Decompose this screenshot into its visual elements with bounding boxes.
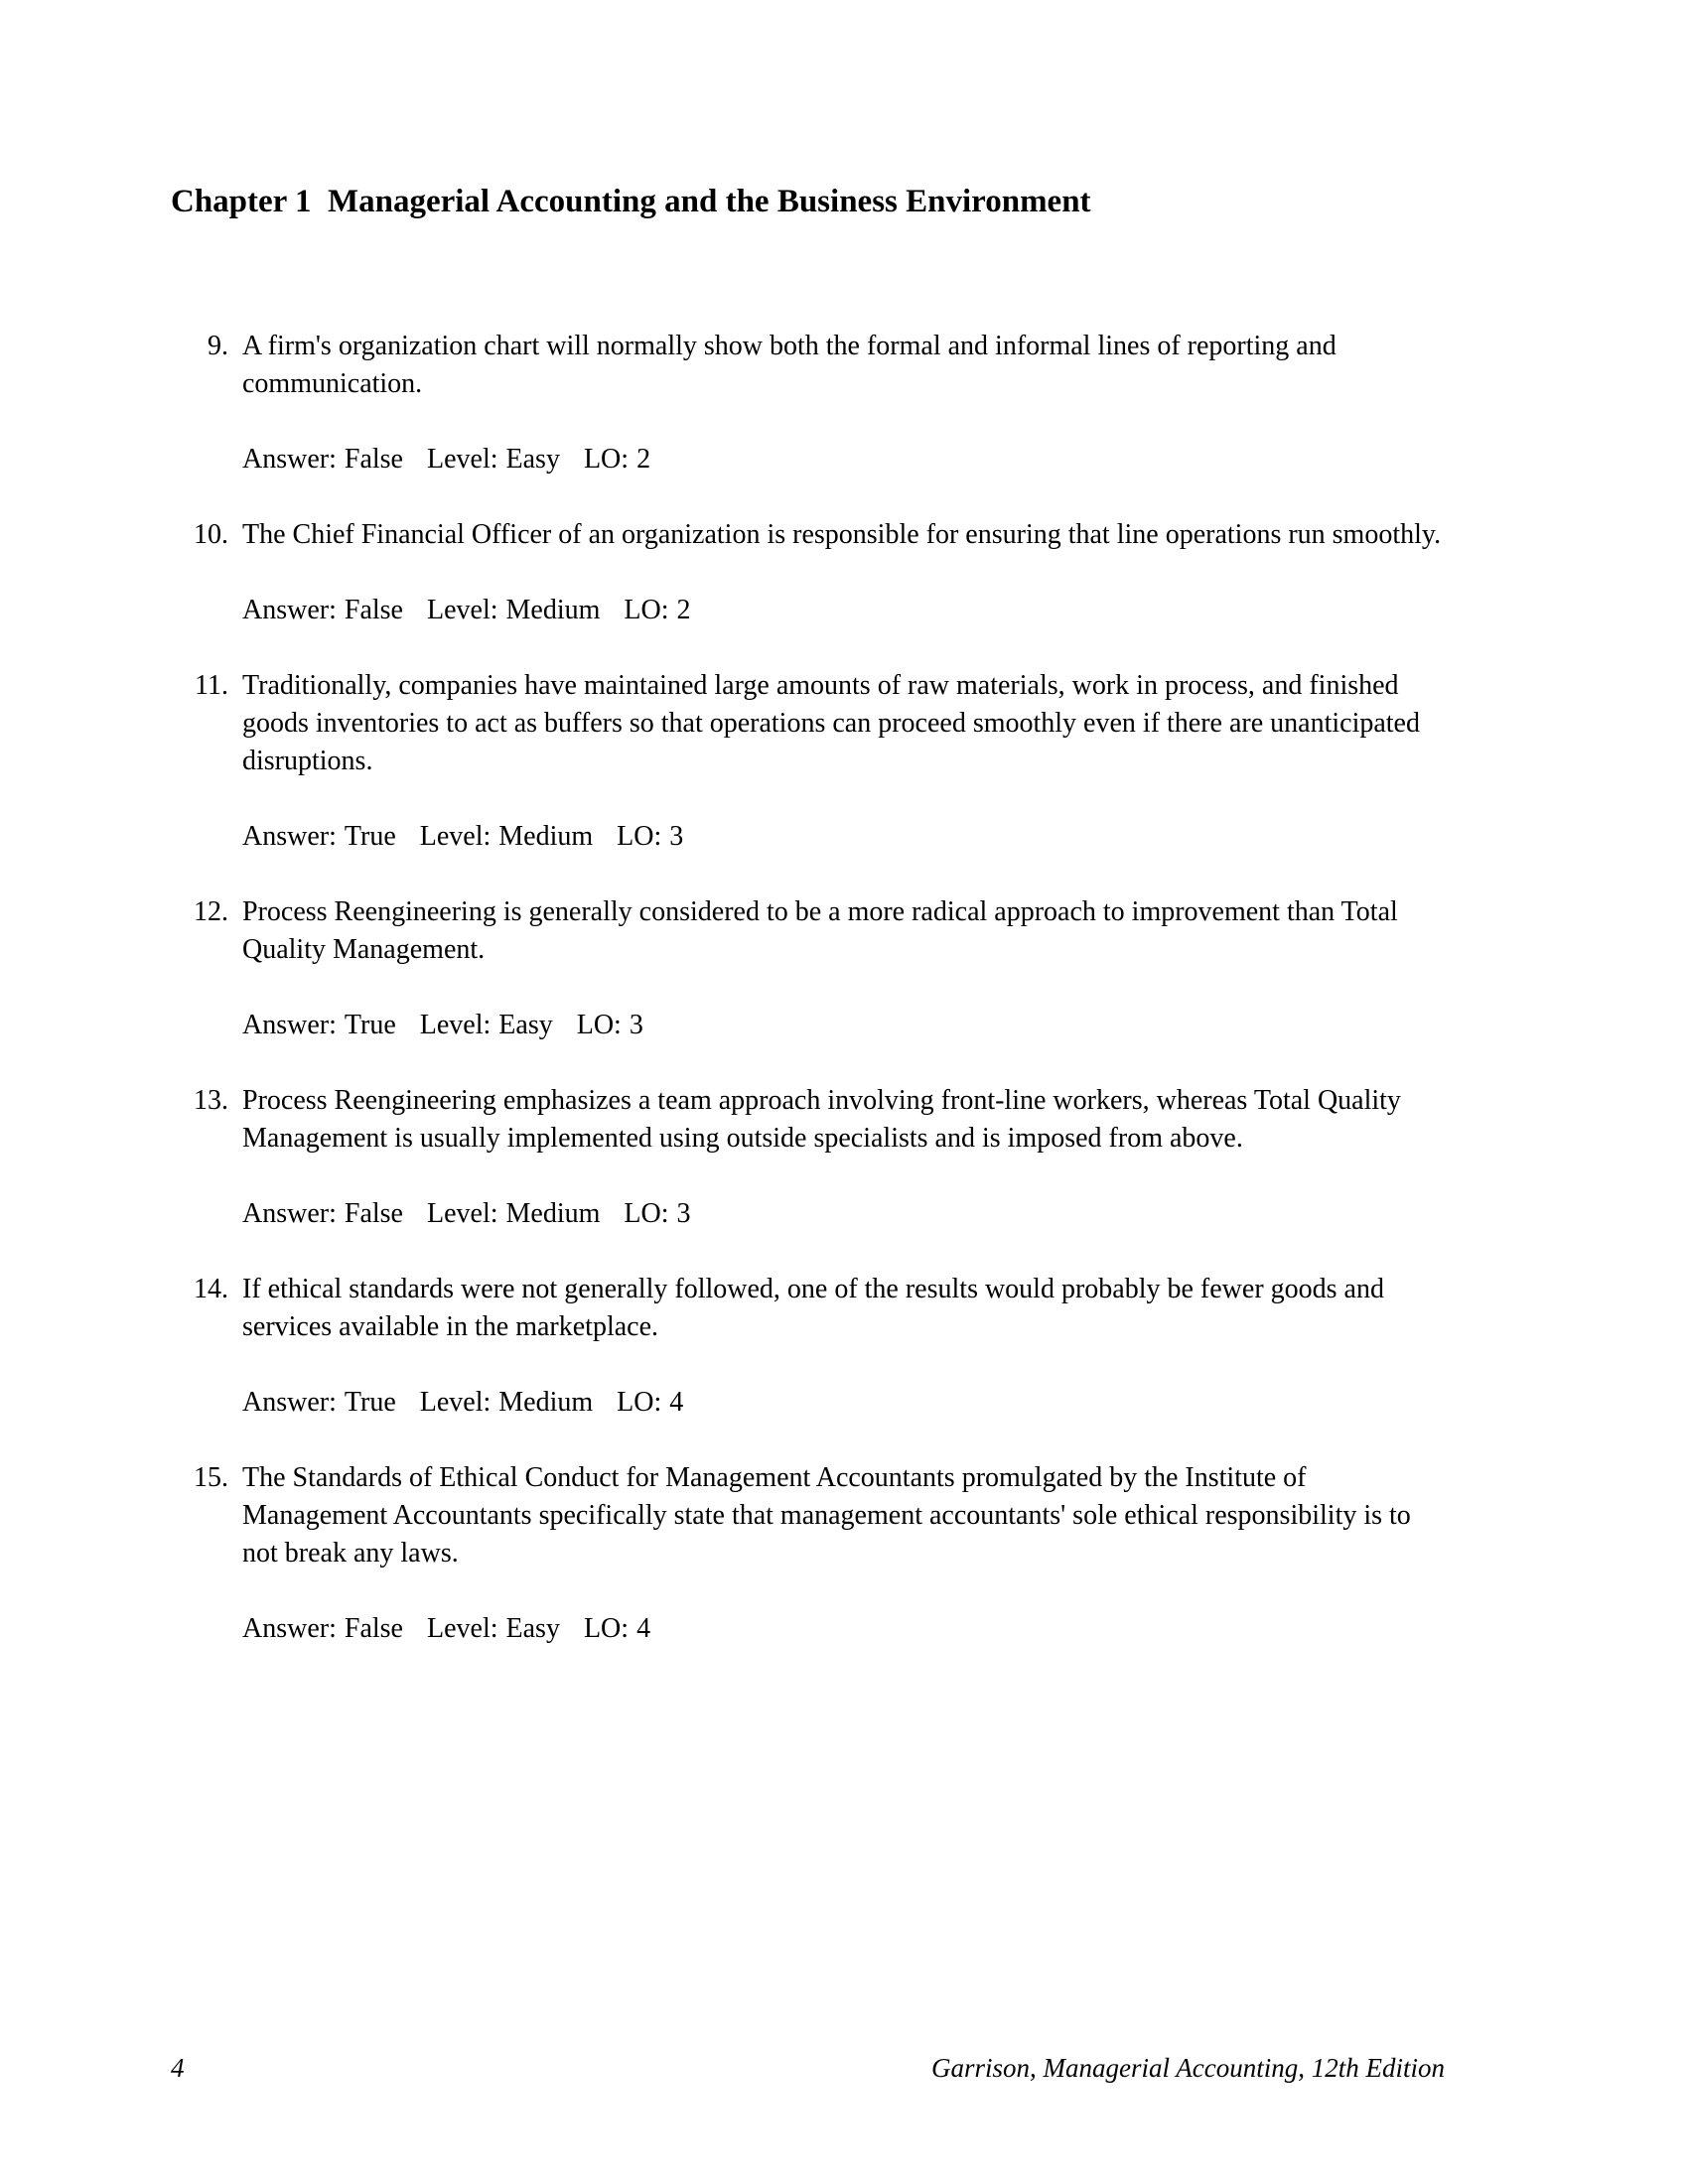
answer-pair <box>242 821 396 852</box>
answer-pair <box>242 1010 396 1040</box>
level-pair <box>420 1010 553 1040</box>
answer-line <box>242 818 1445 856</box>
answer-line <box>242 1610 1445 1648</box>
answer-label: Answer: <box>242 1198 337 1229</box>
lo-pair <box>584 444 650 475</box>
lo-label: LO: <box>617 821 662 852</box>
answer-line <box>242 1384 1445 1422</box>
question-body <box>242 1082 1445 1271</box>
question-text: Traditionally, companies have maintained large amounts of raw materials, work in process, and finished goods inventories to act as buffers so that operations can proceed smoothly even if there are unanticipated disruptions. <box>242 670 1420 776</box>
question-number: 9. <box>208 331 228 361</box>
level-value: Medium <box>498 821 594 852</box>
question-text: The Chief Financial Officer of an organization is responsible for ensuring that line operations run smoothly. <box>242 519 1442 550</box>
question-number: 14. <box>194 1274 228 1304</box>
answer-value: False <box>344 1198 403 1229</box>
answer-line <box>242 1007 1445 1044</box>
answer-value: False <box>344 595 403 625</box>
question-number: 11. <box>195 670 228 701</box>
level-pair <box>427 444 560 475</box>
answer-value: True <box>344 1387 396 1418</box>
answer-value: False <box>344 1613 403 1644</box>
question-item-11 <box>171 667 1445 893</box>
question-item-14 <box>171 1271 1445 1459</box>
level-pair <box>427 595 600 625</box>
lo-label: LO: <box>583 1613 630 1644</box>
level-label: Level: <box>419 821 492 852</box>
lo-label: LO: <box>624 1198 669 1229</box>
level-label: Level: <box>426 1613 498 1644</box>
lo-label: LO: <box>583 444 630 475</box>
lo-label: LO: <box>624 595 669 625</box>
answer-label: Answer: <box>242 1010 337 1040</box>
question-item-10 <box>171 516 1445 667</box>
level-value: Medium <box>505 1198 601 1229</box>
question-number: 13. <box>194 1085 228 1116</box>
answer-pair <box>242 444 403 475</box>
lo-value: 3 <box>676 1198 691 1229</box>
answer-line <box>242 1195 1445 1233</box>
question-body <box>242 1459 1445 1686</box>
question-text: Process Reengineering emphasizes a team approach involving front-line workers, whereas Total Quality Management is usually implemented using outside specialists and is imposed from above. <box>242 1085 1401 1154</box>
lo-pair <box>577 1010 643 1040</box>
level-pair <box>427 1613 560 1644</box>
question-text: Process Reengineering is generally considered to be a more radical approach to improvement than Total Quality Management. <box>242 896 1398 965</box>
question-item-9 <box>171 328 1445 516</box>
answer-label: Answer: <box>242 1387 337 1418</box>
level-value: Easy <box>505 444 560 475</box>
level-label: Level: <box>426 595 498 625</box>
lo-value: 4 <box>669 1387 684 1418</box>
level-value: Easy <box>498 1010 553 1040</box>
lo-pair <box>624 1198 690 1229</box>
level-label: Level: <box>426 444 498 475</box>
level-pair <box>420 821 593 852</box>
footer-page-number: 4 <box>171 2053 185 2083</box>
answer-pair <box>242 1198 403 1229</box>
lo-label: LO: <box>617 1387 662 1418</box>
level-pair <box>420 1387 593 1418</box>
question-item-12 <box>171 893 1445 1082</box>
level-value: Easy <box>505 1613 560 1644</box>
answer-label: Answer: <box>242 444 337 475</box>
answer-line <box>242 441 1445 478</box>
answer-label: Answer: <box>242 821 337 852</box>
level-value: Medium <box>505 595 601 625</box>
question-item-13 <box>171 1082 1445 1271</box>
question-body <box>242 1271 1445 1459</box>
lo-label: LO: <box>576 1010 622 1040</box>
question-number: 10. <box>194 519 228 550</box>
lo-value: 2 <box>676 595 691 625</box>
footer-source: Garrison, Managerial Accounting, 12th Edition <box>931 2053 1445 2083</box>
answer-label: Answer: <box>242 595 337 625</box>
question-body <box>242 667 1445 893</box>
question-text: The Standards of Ethical Conduct for Management Accountants promulgated by the Institute of Management Accountants specifically state that management accountants' sole ethical responsibility is to not break any laws. <box>242 1462 1411 1569</box>
answer-pair <box>242 595 403 625</box>
answer-value: True <box>344 1010 396 1040</box>
question-body <box>242 893 1445 1082</box>
level-pair <box>427 1198 600 1229</box>
lo-pair <box>617 821 683 852</box>
lo-value: 4 <box>636 1613 651 1644</box>
level-label: Level: <box>426 1198 498 1229</box>
answer-pair <box>242 1613 403 1644</box>
page-footer <box>171 2051 1445 2085</box>
answer-value: True <box>344 821 396 852</box>
question-item-15 <box>171 1459 1445 1686</box>
answer-value: False <box>344 444 403 475</box>
lo-value: 3 <box>669 821 684 852</box>
level-value: Medium <box>498 1387 594 1418</box>
lo-pair <box>624 595 690 625</box>
question-body <box>242 328 1445 516</box>
level-label: Level: <box>419 1010 492 1040</box>
question-text: If ethical standards were not generally followed, one of the results would probably be fewer goods and services available in the marketplace. <box>242 1274 1384 1342</box>
answer-label: Answer: <box>242 1613 337 1644</box>
question-body <box>242 516 1445 667</box>
lo-value: 3 <box>629 1010 643 1040</box>
lo-pair <box>584 1613 650 1644</box>
answer-line <box>242 592 1445 629</box>
question-text: A firm's organization chart will normally show both the formal and informal lines of reporting and communication. <box>242 331 1336 399</box>
answer-pair <box>242 1387 396 1418</box>
lo-value: 2 <box>636 444 651 475</box>
page-title: Chapter 1 Managerial Accounting and the Business Environment <box>171 184 1091 219</box>
question-number: 15. <box>194 1462 228 1493</box>
question-number: 12. <box>194 896 228 927</box>
level-label: Level: <box>419 1387 492 1418</box>
lo-pair <box>617 1387 683 1418</box>
